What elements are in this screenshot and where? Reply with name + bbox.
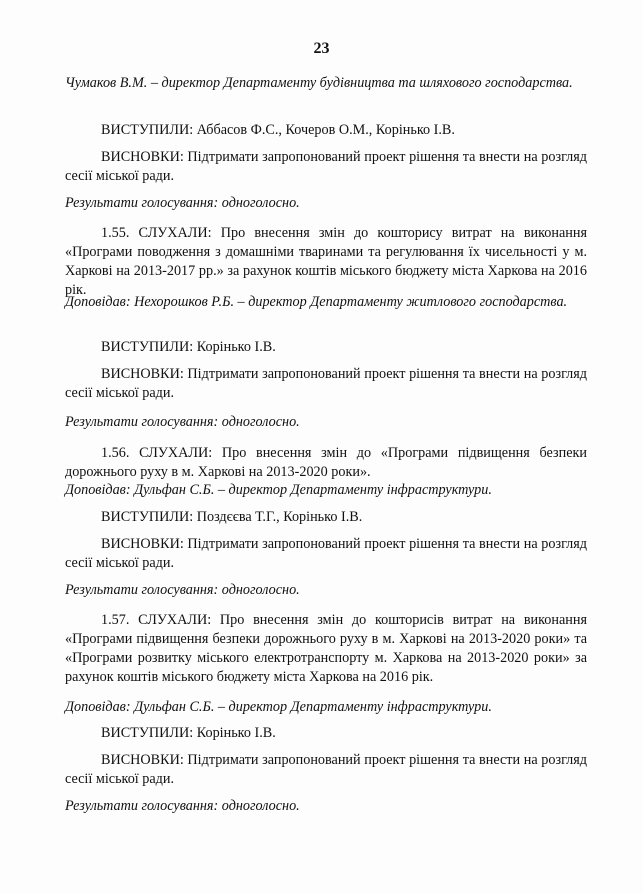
agenda-item-1-57: 1.57. СЛУХАЛИ: Про внесення змін до кошторисів витрат на виконання «Програми підвищення безпеки дорожнього руху в м. Харкові на 2013-2020 роки» та «Програми розвитку міського електротранспорту м. Харкова на 2013-2020 роки» за рахунок коштів міського бюджету міста Харкова на 2016 рік. [65,612,587,685]
conclusion-line: ВИСНОВКИ: Підтримати запропонований проект рішення та внести на розгляд сесії міської ради. [65,752,587,787]
speaker-line: Доповідав: Дульфан С.Б. – директор Департаменту інфраструктури. [65,482,492,498]
conclusion-line: ВИСНОВКИ: Підтримати запропонований проект рішення та внести на розгляд сесії міської ради. [65,366,587,401]
speakers-line: ВИСТУПИЛИ: Корінько І.В. [101,725,276,741]
page-number: 23 [313,40,330,57]
vote-result: Результати голосування: одноголосно. [65,582,300,598]
vote-result: Результати голосування: одноголосно. [65,414,300,430]
speakers-line: ВИСТУПИЛИ: Поздєєва Т.Г., Корінько І.В. [101,509,363,525]
speaker-line: Доповідав: Дульфан С.Б. – директор Департаменту інфраструктури. [65,699,492,715]
speakers-line: ВИСТУПИЛИ: Аббасов Ф.С., Кочеров О.М., Корінько І.В. [101,122,455,138]
vote-result: Результати голосування: одноголосно. [65,195,300,211]
agenda-item-1-56: 1.56. СЛУХАЛИ: Про внесення змін до «Програми підвищення безпеки дорожнього руху в м. Харкові на 2013-2020 роки». [65,445,587,480]
vote-result: Результати голосування: одноголосно. [65,798,300,814]
conclusion-line: ВИСНОВКИ: Підтримати запропонований проект рішення та внести на розгляд сесії міської ради. [65,536,587,571]
agenda-item-1-55: 1.55. СЛУХАЛИ: Про внесення змін до кошторису витрат на виконання «Програми поводження з домашніми тваринами та регулювання їх чисельності у м. Харкові на 2013-2017 рр.» за рахунок коштів міського бюджету міста Харкова на 2016 рік. [65,225,587,298]
speaker-line: Чумаков В.М. – директор Департаменту будівництва та шляхового господарства. [65,75,573,91]
conclusion-line: ВИСНОВКИ: Підтримати запропонований проект рішення та внести на розгляд сесії міської ради. [65,149,587,184]
speaker-line: Доповідав: Нехорошков Р.Б. – директор Департаменту житлового господарства. [65,294,568,310]
speakers-line: ВИСТУПИЛИ: Корінько І.В. [101,339,276,355]
